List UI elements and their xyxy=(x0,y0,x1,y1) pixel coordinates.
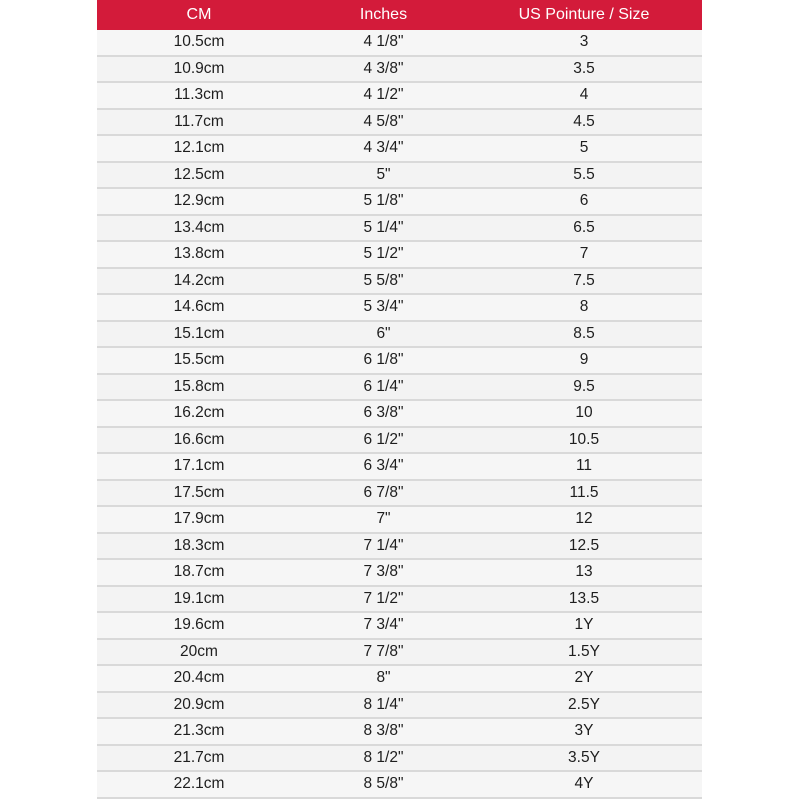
table-row xyxy=(97,559,702,586)
cell-us-size: 3Y xyxy=(466,718,702,745)
table-row xyxy=(97,718,702,745)
table-row xyxy=(97,374,702,401)
cell-us-size: 7.5 xyxy=(466,268,702,295)
cell-cm: 18.3cm xyxy=(97,533,301,560)
table-row xyxy=(97,480,702,507)
cell-inches: 4 5/8" xyxy=(301,109,466,136)
table-header xyxy=(97,0,702,30)
table-row xyxy=(97,692,702,719)
cell-inches: 6 7/8" xyxy=(301,480,466,507)
cell-us-size: 13.5 xyxy=(466,586,702,613)
cell-inches: 8 1/4" xyxy=(301,692,466,719)
cell-us-size: 6.5 xyxy=(466,215,702,242)
cell-inches: 6 1/4" xyxy=(301,374,466,401)
cell-us-size: 11 xyxy=(466,453,702,480)
cell-us-size: 1Y xyxy=(466,612,702,639)
table-row xyxy=(97,162,702,189)
cell-cm: 20.9cm xyxy=(97,692,301,719)
table-row xyxy=(97,347,702,374)
cell-inches: 7 3/8" xyxy=(301,559,466,586)
table-row xyxy=(97,30,702,56)
table-row xyxy=(97,453,702,480)
cell-inches: 4 1/8" xyxy=(301,30,466,56)
cell-cm: 16.2cm xyxy=(97,400,301,427)
cell-cm: 13.8cm xyxy=(97,241,301,268)
cell-us-size: 12 xyxy=(466,506,702,533)
table-row xyxy=(97,241,702,268)
table-row xyxy=(97,321,702,348)
cell-inches: 6 1/8" xyxy=(301,347,466,374)
cell-cm: 12.5cm xyxy=(97,162,301,189)
size-chart-table xyxy=(97,0,702,799)
table-row xyxy=(97,665,702,692)
cell-us-size: 4Y xyxy=(466,771,702,798)
table-row xyxy=(97,135,702,162)
cell-us-size: 2Y xyxy=(466,665,702,692)
cell-cm: 10.9cm xyxy=(97,56,301,83)
cell-us-size: 8 xyxy=(466,294,702,321)
table-row xyxy=(97,268,702,295)
cell-us-size: 8.5 xyxy=(466,321,702,348)
cell-cm: 13.4cm xyxy=(97,215,301,242)
table-row xyxy=(97,56,702,83)
cell-inches: 5" xyxy=(301,162,466,189)
cell-us-size: 3 xyxy=(466,30,702,56)
cell-cm: 19.6cm xyxy=(97,612,301,639)
cell-cm: 19.1cm xyxy=(97,586,301,613)
cell-inches: 5 1/8" xyxy=(301,188,466,215)
cell-us-size: 13 xyxy=(466,559,702,586)
cell-cm: 16.6cm xyxy=(97,427,301,454)
cell-inches: 4 1/2" xyxy=(301,82,466,109)
cell-inches: 7 3/4" xyxy=(301,612,466,639)
cell-us-size: 12.5 xyxy=(466,533,702,560)
cell-inches: 7" xyxy=(301,506,466,533)
cell-us-size: 5 xyxy=(466,135,702,162)
table-row xyxy=(97,188,702,215)
cell-us-size: 10 xyxy=(466,400,702,427)
cell-cm: 21.7cm xyxy=(97,745,301,772)
header-cm: CM xyxy=(97,0,301,30)
table-row xyxy=(97,427,702,454)
cell-inches: 5 3/4" xyxy=(301,294,466,321)
cell-cm: 12.9cm xyxy=(97,188,301,215)
cell-cm: 22.1cm xyxy=(97,771,301,798)
table-row xyxy=(97,745,702,772)
cell-cm: 15.1cm xyxy=(97,321,301,348)
cell-inches: 5 1/2" xyxy=(301,241,466,268)
cell-inches: 4 3/8" xyxy=(301,56,466,83)
cell-inches: 8" xyxy=(301,665,466,692)
cell-us-size: 2.5Y xyxy=(466,692,702,719)
cell-cm: 18.7cm xyxy=(97,559,301,586)
table-row xyxy=(97,400,702,427)
cell-us-size: 11.5 xyxy=(466,480,702,507)
table-row xyxy=(97,586,702,613)
cell-inches: 8 3/8" xyxy=(301,718,466,745)
header-row xyxy=(97,0,702,30)
table-row xyxy=(97,109,702,136)
cell-inches: 4 3/4" xyxy=(301,135,466,162)
cell-cm: 10.5cm xyxy=(97,30,301,56)
cell-inches: 7 7/8" xyxy=(301,639,466,666)
cell-inches: 7 1/4" xyxy=(301,533,466,560)
cell-us-size: 3.5 xyxy=(466,56,702,83)
cell-cm: 17.1cm xyxy=(97,453,301,480)
cell-us-size: 7 xyxy=(466,241,702,268)
cell-cm: 14.6cm xyxy=(97,294,301,321)
table-row xyxy=(97,82,702,109)
cell-cm: 20cm xyxy=(97,639,301,666)
cell-cm: 12.1cm xyxy=(97,135,301,162)
cell-us-size: 5.5 xyxy=(466,162,702,189)
cell-inches: 7 1/2" xyxy=(301,586,466,613)
table-row xyxy=(97,533,702,560)
cell-cm: 21.3cm xyxy=(97,718,301,745)
header-us-size: US Pointure / Size xyxy=(466,0,702,30)
cell-cm: 11.7cm xyxy=(97,109,301,136)
cell-inches: 6 3/8" xyxy=(301,400,466,427)
cell-cm: 20.4cm xyxy=(97,665,301,692)
cell-us-size: 10.5 xyxy=(466,427,702,454)
table-body xyxy=(97,30,702,798)
table-row xyxy=(97,771,702,798)
cell-cm: 17.5cm xyxy=(97,480,301,507)
cell-inches: 6" xyxy=(301,321,466,348)
cell-inches: 6 3/4" xyxy=(301,453,466,480)
cell-us-size: 6 xyxy=(466,188,702,215)
cell-us-size: 9 xyxy=(466,347,702,374)
cell-us-size: 9.5 xyxy=(466,374,702,401)
table-row xyxy=(97,506,702,533)
cell-cm: 14.2cm xyxy=(97,268,301,295)
cell-us-size: 4 xyxy=(466,82,702,109)
cell-us-size: 1.5Y xyxy=(466,639,702,666)
cell-cm: 15.8cm xyxy=(97,374,301,401)
table-row xyxy=(97,215,702,242)
cell-inches: 8 5/8" xyxy=(301,771,466,798)
cell-cm: 11.3cm xyxy=(97,82,301,109)
cell-us-size: 3.5Y xyxy=(466,745,702,772)
table-row xyxy=(97,294,702,321)
cell-cm: 15.5cm xyxy=(97,347,301,374)
table-row xyxy=(97,639,702,666)
cell-inches: 6 1/2" xyxy=(301,427,466,454)
header-inches: Inches xyxy=(301,0,466,30)
cell-inches: 8 1/2" xyxy=(301,745,466,772)
cell-inches: 5 5/8" xyxy=(301,268,466,295)
cell-cm: 17.9cm xyxy=(97,506,301,533)
cell-inches: 5 1/4" xyxy=(301,215,466,242)
cell-us-size: 4.5 xyxy=(466,109,702,136)
table-row xyxy=(97,612,702,639)
